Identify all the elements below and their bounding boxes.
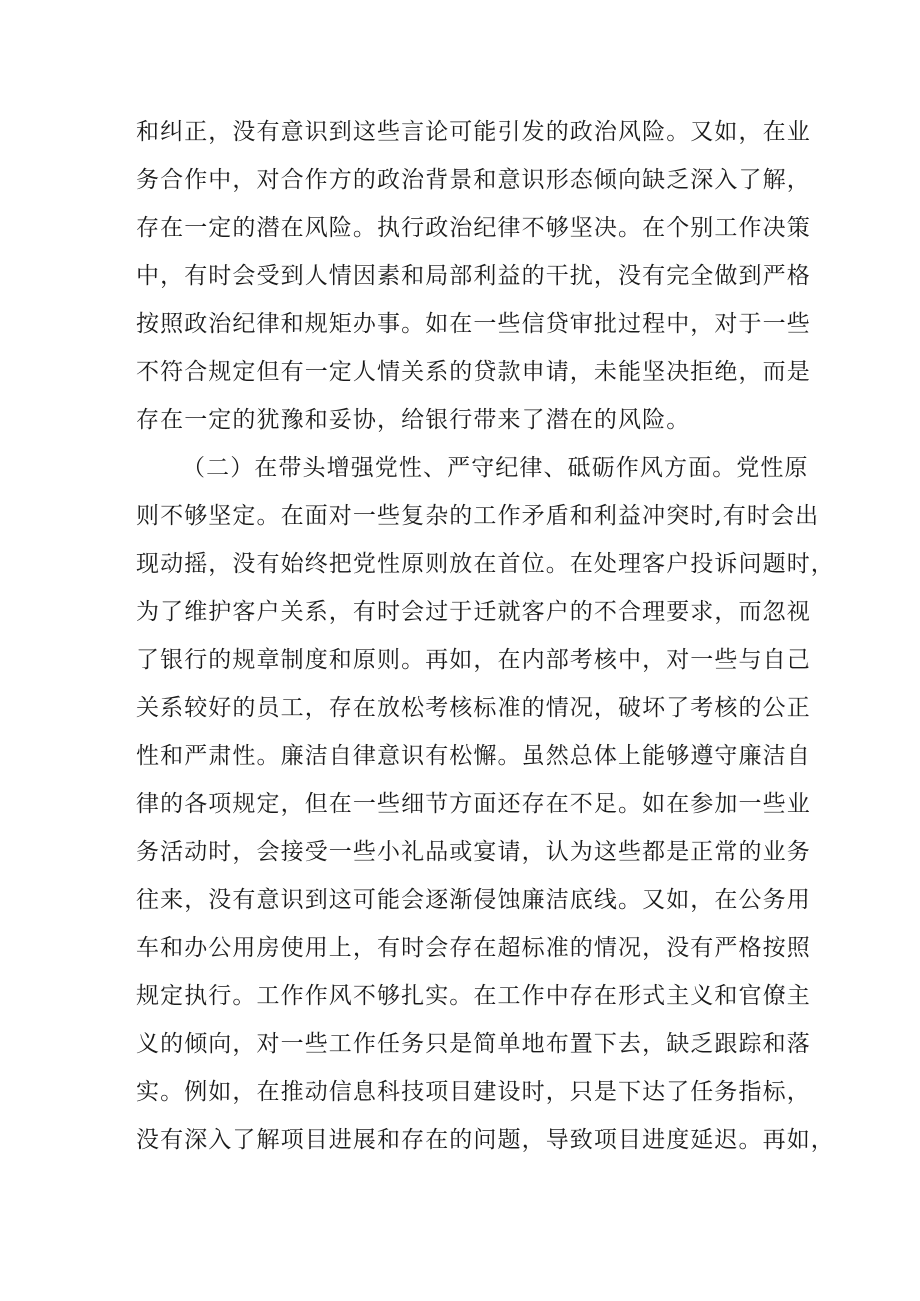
text-line: 中，有时会受到人情因素和局部利益的干扰，没有完全做到严格 [136, 263, 811, 289]
text-line: 往来，没有意识到这可能会逐渐侵蚀廉洁底线。又如，在公务用 [136, 887, 811, 913]
text-line: 则不够坚定。在面对一些复杂的工作矛盾和利益冲突时,有时会出 [136, 503, 820, 529]
text-line: 实。例如，在推动信息科技项目建设时，只是下达了任务指标， [136, 1079, 811, 1105]
text-line: 按照政治纪律和规矩办事。如在一些信贷审批过程中，对于一些 [136, 311, 811, 337]
section-heading-line: （二）在带头增强党性、严守纪律、砥砺作风方面。党性原 [182, 455, 809, 481]
text-line: 和纠正，没有意识到这些言论可能引发的政治风险。又如，在业 [136, 119, 811, 145]
text-line: 义的倾向，对一些工作任务只是简单地布置下去，缺乏跟踪和落 [136, 1031, 811, 1057]
text-line: 规定执行。工作作风不够扎实。在工作中存在形式主义和官僚主 [136, 983, 811, 1009]
text-line: 现动摇，没有始终把党性原则放在首位。在处理客户投诉问题时， [136, 551, 835, 577]
text-line: 没有深入了解项目进展和存在的问题，导致项目进度延迟。再如， [136, 1127, 835, 1153]
text-line: 存在一定的犹豫和妥协，给银行带来了潜在的风险。 [136, 407, 691, 433]
text-line: 车和办公用房使用上，有时会存在超标准的情况，没有严格按照 [136, 935, 811, 961]
text-line: 务活动时，会接受一些小礼品或宴请，认为这些都是正常的业务 [136, 839, 811, 865]
document-body [136, 108, 835, 1164]
text-line: 为了维护客户关系，有时会过于迁就客户的不合理要求，而忽视 [136, 599, 811, 625]
text-line: 了银行的规章制度和原则。再如，在内部考核中，对一些与自己 [136, 647, 811, 673]
text-line: 务合作中，对合作方的政治背景和意识形态倾向缺乏深入了解， [136, 167, 811, 193]
text-line: 律的各项规定，但在一些细节方面还存在不足。如在参加一些业 [136, 791, 811, 817]
text-line: 性和严肃性。廉洁自律意识有松懈。虽然总体上能够遵守廉洁自 [136, 743, 811, 769]
text-line: 存在一定的潜在风险。执行政治纪律不够坚决。在个别工作决策 [136, 215, 811, 241]
text-line: 关系较好的员工，存在放松考核标准的情况，破坏了考核的公正 [136, 695, 811, 721]
text-line: 不符合规定但有一定人情关系的贷款申请，未能坚决拒绝，而是 [136, 359, 811, 385]
